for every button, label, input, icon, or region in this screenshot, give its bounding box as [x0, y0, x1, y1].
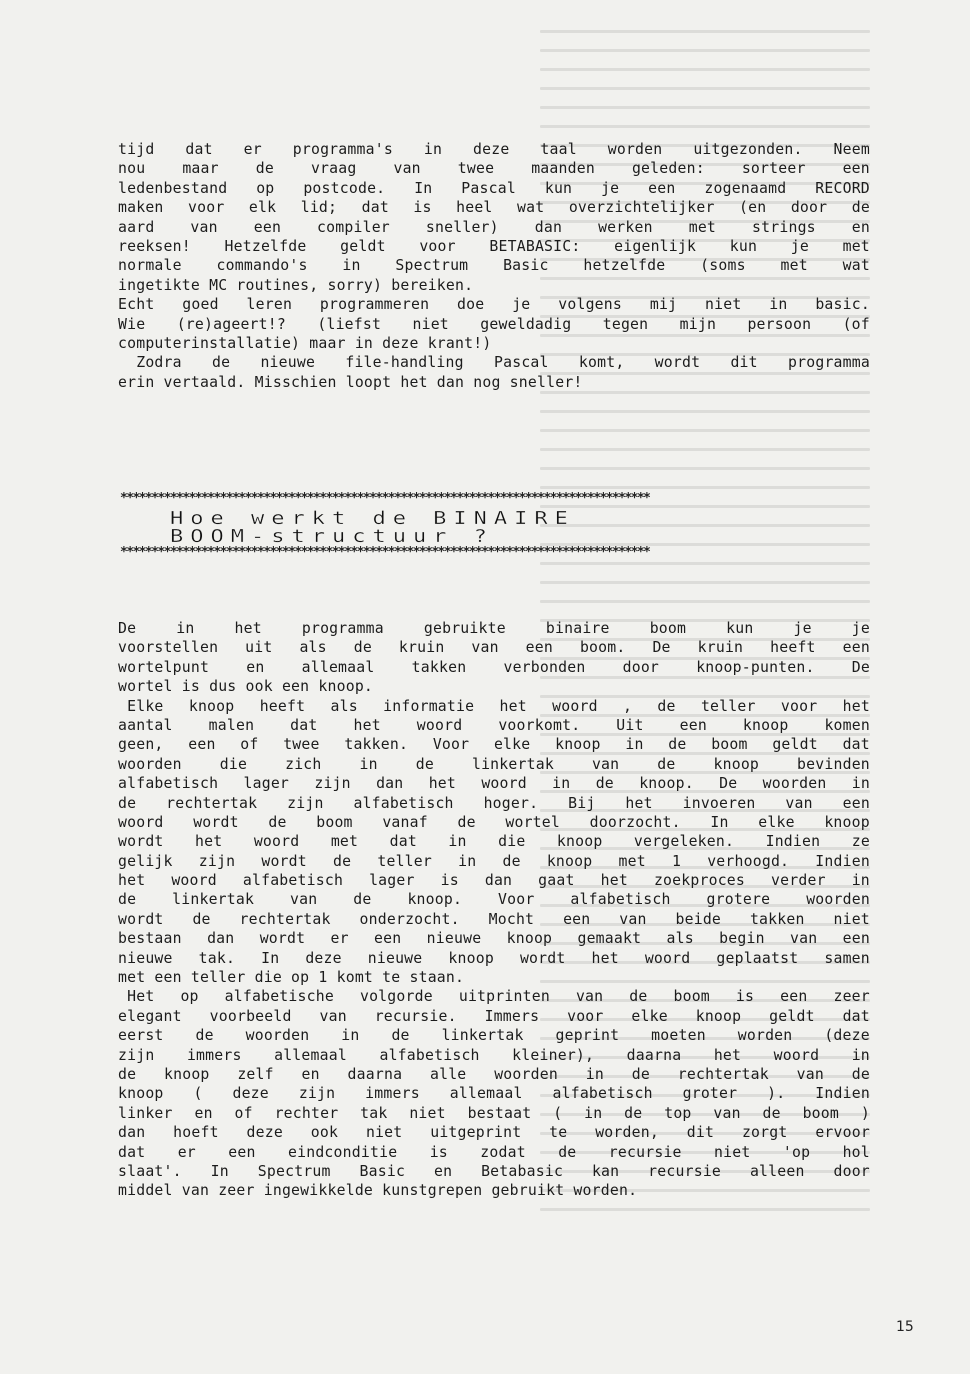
text-line: slaat'. In Spectrum Basic en Betabasic kan recursie alleen door — [118, 1162, 870, 1180]
text-line: Zodra de nieuwe file-handling Pascal komt, wordt dit programma — [118, 354, 870, 372]
text-line: middel van zeer ingewikkelde kunstgrepen gebruikt worden. — [118, 1182, 638, 1200]
text-line: wordt het woord met dat in die knoop vergeleken. Indien ze — [118, 833, 870, 851]
text-line: ledenbestand op postcode. In Pascal kun je een zogenaamd RECORD — [118, 179, 870, 197]
text-line: tijd dat er programma's in deze taal worden uitgezonden. Neem — [118, 141, 870, 158]
text-line: zijn immers allemaal alfabetisch kleiner), daarna het woord in — [118, 1046, 870, 1064]
text-line: de rechtertak zijn alfabetisch hoger. Bij het invoeren van een — [118, 794, 870, 812]
text-line: knoop ( deze zijn immers allemaal alfabetisch groter ). Indien — [118, 1085, 870, 1103]
text-line: linker en of rechter tak niet bestaat ( in de top van de boom ) — [118, 1104, 870, 1122]
text-line: voorstellen uit als de kruin van een boom. De kruin heeft een — [118, 639, 870, 657]
section-heading-line-1: Hoe werkt de BINAIRE — [170, 508, 575, 529]
text-line: de linkertak van de knoop. Voor alfabetisch grotere woorden — [118, 891, 870, 909]
text-line: ingetikte MC routines, sorry) bereiken. — [118, 276, 474, 294]
text-line: aantal malen dat het woord voorkomt. Uit een knoop komen — [118, 716, 870, 734]
intro-paragraphs — [118, 140, 870, 392]
text-line: computerinstallatie) maar in deze krant!) — [118, 334, 492, 352]
text-line: bestaan dan wordt er een nieuwe knoop gemaakt als begin van een — [118, 930, 870, 948]
body-paragraphs — [118, 619, 870, 1201]
text-line: erin vertaald. Misschien loopt het dan nog sneller! — [118, 373, 583, 391]
text-line: wortel is dus ook een knoop. — [118, 678, 374, 696]
text-line: Elke knoop heeft als informatie het woord , de teller voor het — [118, 697, 870, 715]
text-line: Echt goed leren programmeren doe je volgens mij niet in basic. — [118, 296, 870, 314]
text-line: gelijk zijn wordt de teller in de knoop met 1 verhoogd. Indien — [118, 852, 870, 870]
text-line: Wie (re)ageert!? (liefst niet geweldadig tegen mijn persoon (of — [118, 315, 870, 333]
text-line: wortelpunt en allemaal takken verbonden door knoop-punten. De — [118, 658, 870, 676]
text-line: eerst de woorden in de linkertak geprint moeten worden (deze — [118, 1027, 870, 1045]
text-line: Het op alfabetische volgorde uitprinten van de boom is een zeer — [118, 988, 870, 1006]
text-line: elegant voorbeeld van recursie. Immers voor elke knoop geldt dat — [118, 1007, 870, 1025]
text-line: nieuwe tak. In deze nieuwe knoop wordt het woord geplaatst samen — [118, 949, 870, 967]
text-line: aard van een compiler sneller) dan werken met strings en — [118, 218, 870, 236]
text-line: reeksen! Hetzelfde geldt voor BETABASIC: eigenlijk kun je met — [118, 237, 870, 255]
text-line: woord wordt de boom vanaf de wortel doorzocht. In elke knoop — [118, 813, 870, 831]
text-line: De in het programma gebruikte binaire boom kun je je — [118, 620, 870, 637]
text-line: geen, een of twee takken. Voor elke knoop in de boom geldt dat — [118, 736, 870, 754]
text-line: woorden die zich in de linkertak van de knoop bevinden — [118, 755, 870, 773]
text-line: de knoop zelf en daarna alle woorden in de rechtertak van de — [118, 1065, 870, 1083]
text-line: dat er een eindconditie is zodat de recursie niet 'op hol — [118, 1143, 870, 1161]
text-line: met een teller die op 1 komt te staan. — [118, 969, 465, 987]
section-heading-line-2: BOOM-structuur ? — [170, 526, 494, 547]
page-number: 15 — [896, 1319, 914, 1335]
text-line: maken voor elk lid; dat is heel wat overzichtelijker (en door de — [118, 199, 870, 217]
text-line: dan hoeft deze ook niet uitgeprint te worden, dit zorgt ervoor — [118, 1124, 870, 1142]
heading-stars-bottom: ************************************************************************************* — [120, 546, 650, 560]
text-line: normale commando's in Spectrum Basic hetzelfde (soms met wat — [118, 257, 870, 275]
text-line: wordt de rechtertak onderzocht. Mocht een van beide takken niet — [118, 910, 870, 928]
text-line: alfabetisch lager zijn dan het woord in de knoop. De woorden in — [118, 775, 870, 793]
text-line: het woord alfabetisch lager is dan gaat het zoekproces verder in — [118, 872, 870, 890]
heading-stars-top: ************************************************************************************* — [120, 492, 650, 506]
text-line: nou maar de vraag van twee maanden geleden: sorteer een — [118, 160, 870, 178]
